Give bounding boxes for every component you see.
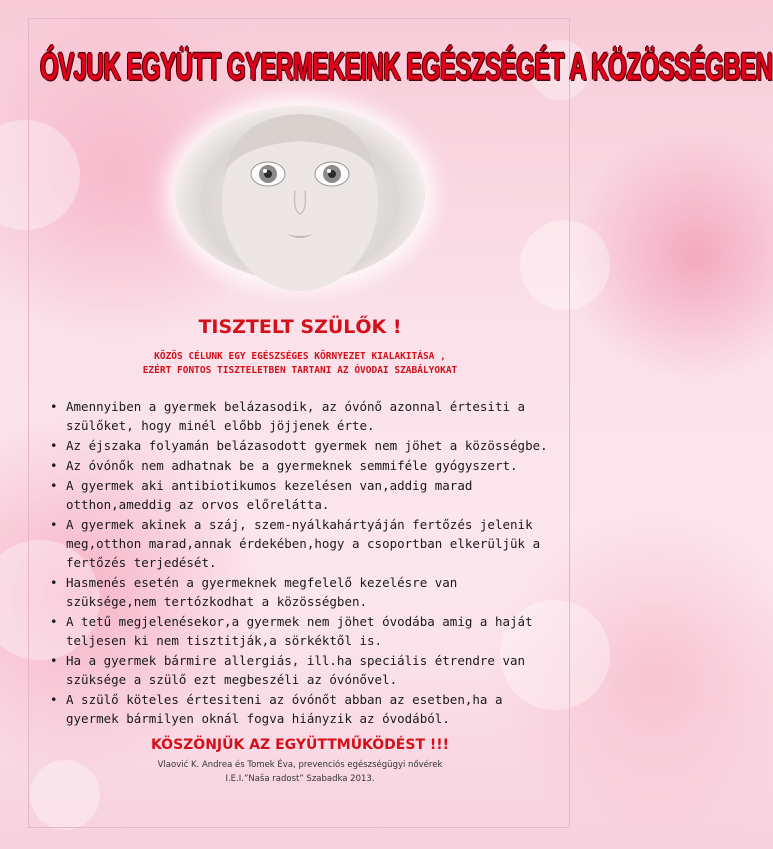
credit-institution: I.E.I.”Naša radost” Szabadka 2013. [225, 774, 375, 784]
subheading-line-1: KÖZÖS CÉLUNK EGY EGÉSZSÉGES KÖRNYEZET KIALAKITÁSA , [154, 351, 446, 362]
list-item: • A gyermek aki antibiotikumos kezelésen van,addig marad otthon,ameddig az orvos előrelátta. [50, 478, 473, 512]
credit-block [0, 758, 600, 786]
bullet-icon: • [50, 438, 58, 453]
bullet-icon: • [50, 517, 58, 532]
subheading [0, 350, 600, 378]
child-face-photo [175, 106, 425, 281]
bullet-icon: • [50, 575, 58, 590]
rules-list [48, 397, 548, 729]
list-item: • Az óvónők nem adhatnak be a gyermeknek semmiféle gyógyszert. [50, 458, 518, 473]
bullet-icon: • [50, 653, 58, 668]
list-item: • A tetű megjelenésekor,a gyermek nem jöhet óvodába amig a haját teljesen ki nem tisztitják,a sörkéktől is. [50, 614, 533, 648]
list-item: • Hasmenés esetén a gyermeknek megfelelő kezelésre van szüksége,nem tertózkodhat a közösségben. [50, 575, 458, 609]
thanks-heading: KÖSZÖNJÜK AZ EGYÜTTMŰKÖDÉST !!! [150, 737, 450, 753]
bullet-icon: • [50, 692, 58, 707]
list-item: • Az éjszaka folyamán belázasodott gyermek nem jöhet a közösségbe. [50, 438, 548, 453]
greeting-heading: TISZTELT SZÜLŐK ! [198, 316, 402, 338]
bullet-icon: • [50, 399, 58, 414]
subheading-line-2: EZÉRT FONTOS TISZTELETBEN TARTANI AZ ÓVODAI SZABÁLYOKAT [142, 365, 458, 376]
child-face-image [175, 106, 425, 281]
list-item: • Ha a gyermek bármire allergiás, ill.ha speciális étrendre van szüksége a szülő ezt megbeszéli az óvónővel. [50, 653, 526, 687]
list-item: • A gyermek akinek a száj, szem-nyálkahártyáján fertőzés jelenik meg,otthon marad,annak érdekében,hogy a csoportban elkerüljük a fertőzés terjedését. [50, 517, 541, 570]
credit-authors: Vlaović K. Andrea és Tomek Éva, prevenciós egészségügyi nővérek [157, 760, 443, 770]
page-title: ÓVJUK EGYÜTT GYERMEKEINK EGÉSZSÉGÉT A KÖZÖSSÉGBEN [40, 46, 773, 90]
list-item: • A szülő köteles értesiteni az óvónőt abban az esetben,ha a gyermek bármilyen oknál fogva hiányzik az óvodából. [50, 692, 503, 726]
bullet-icon: • [50, 458, 58, 473]
bullet-icon: • [50, 478, 58, 493]
bullet-icon: • [50, 614, 58, 629]
list-item: • Amennyiben a gyermek belázasodik, az óvónő azonnal értesiti a szülőket, hogy minél előbb jöjjenek érte. [50, 399, 526, 433]
